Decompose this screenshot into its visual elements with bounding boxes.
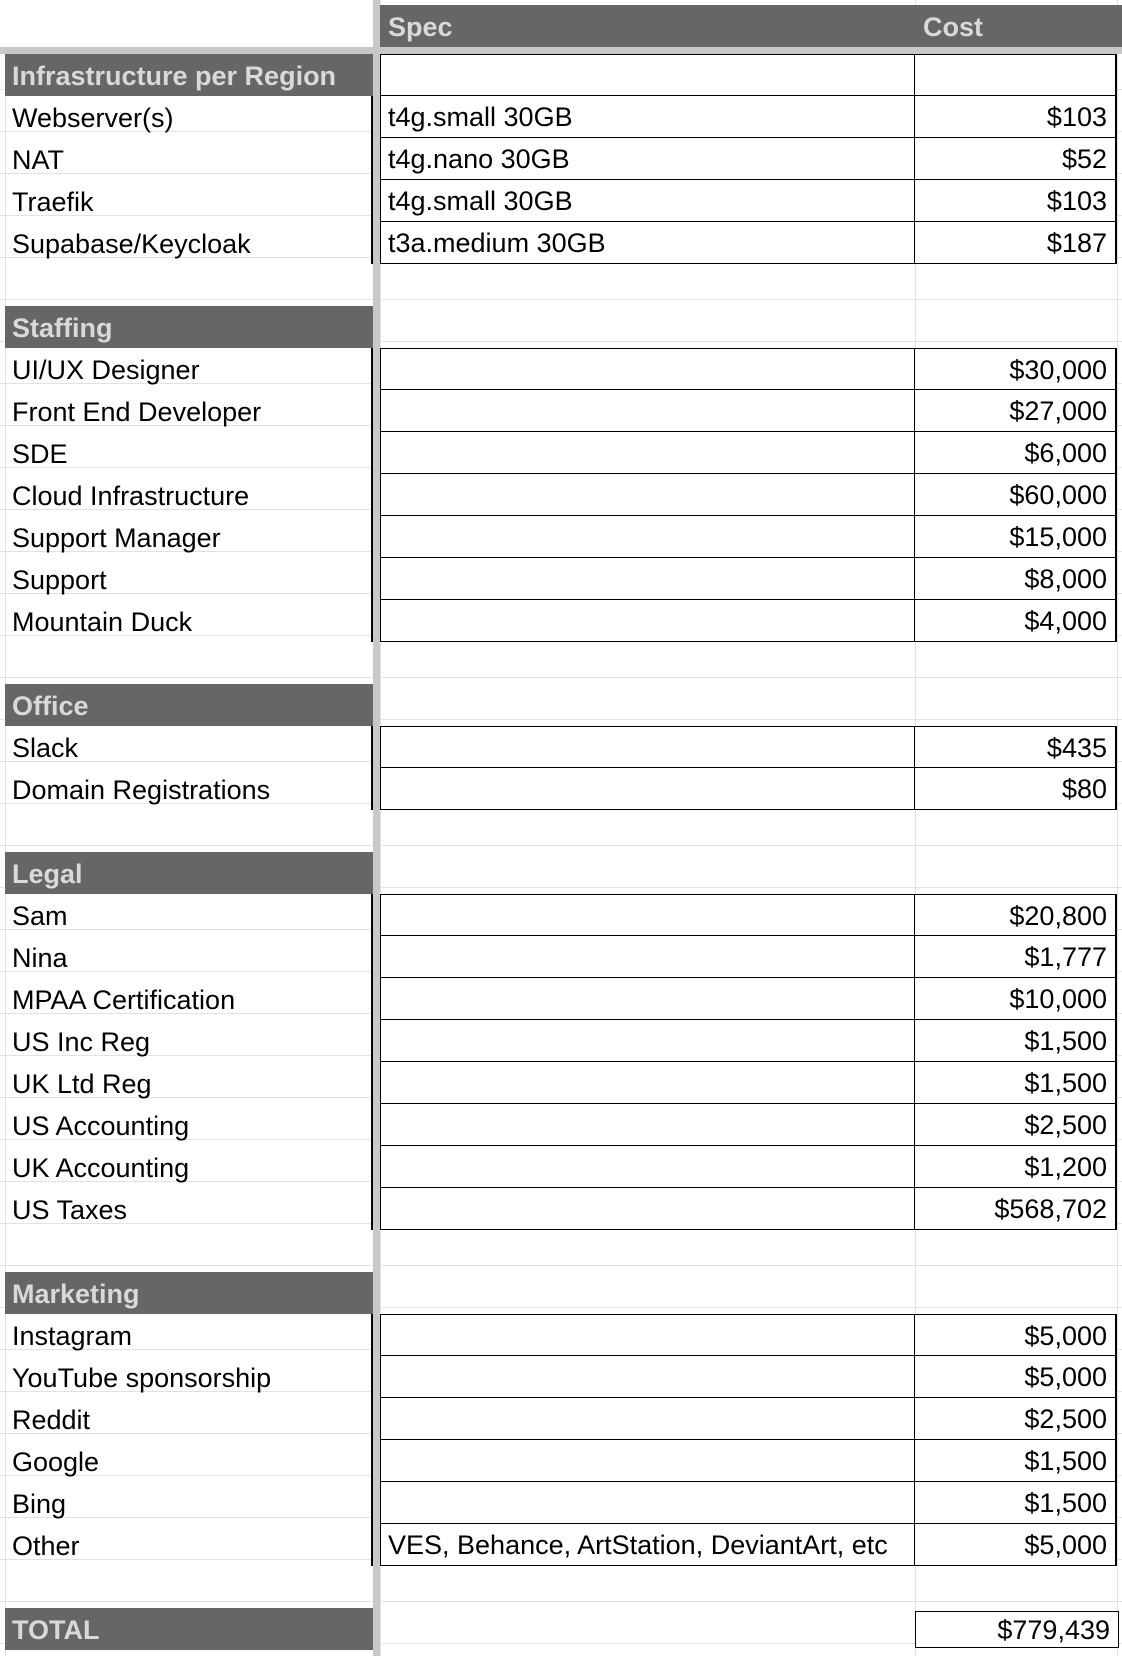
item-label-cell[interactable]: NAT [5, 138, 373, 180]
cost-cell[interactable] [915, 54, 1117, 96]
cost-cell[interactable]: $5,000 [915, 1524, 1117, 1566]
cost-cell[interactable]: $15,000 [915, 516, 1117, 558]
table-row [0, 516, 1122, 558]
column-header-cost[interactable]: Cost [915, 5, 1122, 47]
section-title-cell[interactable]: Staffing [5, 306, 373, 348]
spec-cell[interactable] [380, 348, 915, 390]
table-row [0, 222, 1122, 264]
item-label-cell[interactable]: US Taxes [5, 1188, 373, 1230]
cost-cell[interactable]: $60,000 [915, 474, 1117, 516]
item-label-cell[interactable]: Other [5, 1524, 373, 1566]
table-row [0, 558, 1122, 600]
spec-cell[interactable]: t4g.nano 30GB [380, 138, 915, 180]
item-label-cell[interactable]: UK Accounting [5, 1146, 373, 1188]
item-label-cell[interactable]: SDE [5, 432, 373, 474]
cost-cell[interactable]: $187 [915, 222, 1117, 264]
total-row [0, 1608, 1122, 1650]
cost-cell[interactable]: $5,000 [915, 1356, 1117, 1398]
spec-cell[interactable] [380, 936, 915, 978]
item-label-cell[interactable]: US Inc Reg [5, 1020, 373, 1062]
spec-cell[interactable] [380, 1482, 915, 1524]
item-label-cell[interactable]: Support Manager [5, 516, 373, 558]
spec-cell[interactable]: t3a.medium 30GB [380, 222, 915, 264]
table-row [0, 1524, 1122, 1566]
cost-cell[interactable]: $1,500 [915, 1062, 1117, 1104]
cost-cell[interactable]: $435 [915, 726, 1117, 768]
spec-cell[interactable] [380, 1356, 915, 1398]
item-label-cell[interactable]: YouTube sponsorship [5, 1356, 373, 1398]
table-row [0, 138, 1122, 180]
table-row [0, 348, 1122, 390]
table-row [0, 768, 1122, 810]
corner-cell[interactable] [0, 0, 373, 47]
cost-cell[interactable]: $568,702 [915, 1188, 1117, 1230]
section-header-row [0, 1272, 1122, 1314]
frozen-row-divider[interactable] [0, 47, 1122, 54]
table-row [0, 180, 1122, 222]
section-header-row [0, 306, 1122, 348]
spec-cell[interactable] [380, 1020, 915, 1062]
cost-cell[interactable]: $1,500 [915, 1482, 1117, 1524]
table-row [0, 1314, 1122, 1356]
section-header-row [0, 684, 1122, 726]
table-row [0, 474, 1122, 516]
table-row [0, 96, 1122, 138]
section-header-row [0, 54, 1122, 96]
spec-cell[interactable] [380, 1188, 915, 1230]
spec-cell[interactable] [380, 474, 915, 516]
section-header-row [0, 852, 1122, 894]
table-row [0, 1020, 1122, 1062]
table-row [0, 1356, 1122, 1398]
item-label-cell[interactable]: MPAA Certification [5, 978, 373, 1020]
item-label-cell[interactable]: Mountain Duck [5, 600, 373, 642]
table-row [0, 1440, 1122, 1482]
cost-cell[interactable]: $1,200 [915, 1146, 1117, 1188]
gridline [0, 299, 1122, 300]
item-label-cell[interactable]: Sam [5, 894, 373, 936]
table-row [0, 936, 1122, 978]
column-header-spec[interactable]: Spec [380, 5, 915, 47]
table-row [0, 1398, 1122, 1440]
cost-cell[interactable]: $2,500 [915, 1398, 1117, 1440]
table-row [0, 726, 1122, 768]
cost-cell[interactable]: $20,800 [915, 894, 1117, 936]
item-label-cell[interactable]: Instagram [5, 1314, 373, 1356]
table-row [0, 1482, 1122, 1524]
section-title-cell[interactable]: Marketing [5, 1272, 373, 1314]
spec-cell[interactable] [380, 54, 915, 96]
spec-cell[interactable]: t4g.small 30GB [380, 180, 915, 222]
gridline [0, 845, 1122, 846]
spec-cell[interactable] [380, 432, 915, 474]
table-row [0, 390, 1122, 432]
table-row [0, 1104, 1122, 1146]
section-title-cell[interactable]: Office [5, 684, 373, 726]
item-label-cell[interactable]: UK Ltd Reg [5, 1062, 373, 1104]
spec-cell[interactable] [380, 600, 915, 642]
spec-cell[interactable] [380, 768, 915, 810]
item-label-cell[interactable]: Nina [5, 936, 373, 978]
spec-cell[interactable] [380, 1062, 915, 1104]
spec-cell[interactable]: t4g.small 30GB [380, 96, 915, 138]
gridline [0, 1601, 1122, 1602]
cost-cell[interactable]: $1,777 [915, 936, 1117, 978]
spec-cell[interactable]: VES, Behance, ArtStation, DeviantArt, etc [380, 1524, 915, 1566]
spec-cell[interactable] [380, 390, 915, 432]
item-label-cell[interactable]: Slack [5, 726, 373, 768]
cost-cell[interactable]: $103 [915, 180, 1117, 222]
total-cost-cell[interactable]: $779,439 [915, 1611, 1119, 1648]
spec-cell[interactable] [380, 516, 915, 558]
section-title-cell[interactable]: Infrastructure per Region [5, 54, 373, 96]
spec-cell[interactable] [380, 726, 915, 768]
cost-cell[interactable]: $80 [915, 768, 1117, 810]
section-title-cell[interactable]: Legal [5, 852, 373, 894]
gridline [0, 677, 1122, 678]
table-row [0, 1188, 1122, 1230]
spec-cell[interactable] [380, 894, 915, 936]
cost-cell[interactable]: $1,500 [915, 1020, 1117, 1062]
cost-cell[interactable]: $2,500 [915, 1104, 1117, 1146]
cost-cell[interactable]: $8,000 [915, 558, 1117, 600]
item-label-cell[interactable]: Supabase/Keycloak [5, 222, 373, 264]
cost-cell[interactable]: $1,500 [915, 1440, 1117, 1482]
item-label-cell[interactable]: UI/UX Designer [5, 348, 373, 390]
spec-cell[interactable] [380, 1398, 915, 1440]
item-label-cell[interactable]: Google [5, 1440, 373, 1482]
item-label-cell[interactable]: Support [5, 558, 373, 600]
spec-cell[interactable] [380, 1104, 915, 1146]
table-row [0, 432, 1122, 474]
table-row [0, 1146, 1122, 1188]
cost-cell[interactable]: $6,000 [915, 432, 1117, 474]
item-label-cell[interactable]: Front End Developer [5, 390, 373, 432]
cost-cell[interactable]: $103 [915, 96, 1117, 138]
table-row [0, 978, 1122, 1020]
gridline [0, 1265, 1122, 1266]
spec-cell[interactable] [380, 558, 915, 600]
item-label-cell[interactable]: Domain Registrations [5, 768, 373, 810]
cost-cell[interactable]: $5,000 [915, 1314, 1117, 1356]
item-label-cell[interactable]: US Accounting [5, 1104, 373, 1146]
spec-cell[interactable] [380, 1314, 915, 1356]
spec-cell[interactable] [380, 978, 915, 1020]
table-row [0, 600, 1122, 642]
cost-cell[interactable]: $4,000 [915, 600, 1117, 642]
cost-cell[interactable]: $10,000 [915, 978, 1117, 1020]
cost-cell[interactable]: $52 [915, 138, 1117, 180]
table-row [0, 894, 1122, 936]
item-label-cell[interactable]: Cloud Infrastructure [5, 474, 373, 516]
spec-cell[interactable] [380, 1440, 915, 1482]
item-label-cell[interactable]: Bing [5, 1482, 373, 1524]
total-label-cell[interactable]: TOTAL [5, 1608, 373, 1650]
spec-cell[interactable] [380, 1146, 915, 1188]
item-label-cell[interactable]: Reddit [5, 1398, 373, 1440]
table-row [0, 1062, 1122, 1104]
cost-cell[interactable]: $27,000 [915, 390, 1117, 432]
item-label-cell[interactable]: Webserver(s) [5, 96, 373, 138]
item-label-cell[interactable]: Traefik [5, 180, 373, 222]
cost-cell[interactable]: $30,000 [915, 348, 1117, 390]
